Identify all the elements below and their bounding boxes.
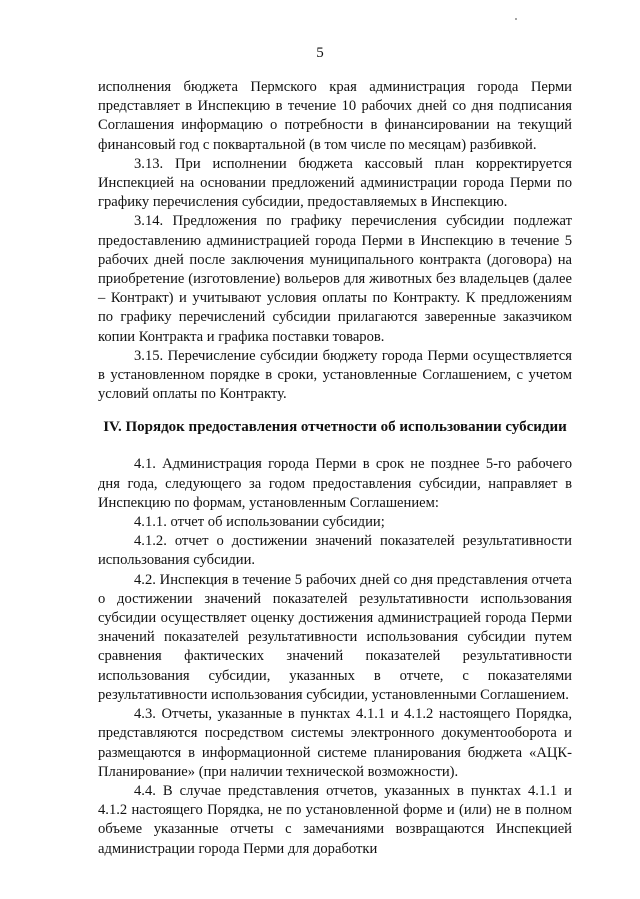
paragraph-3-13: 3.13. При исполнении бюджета кассовый план корректируется Инспекцией на основании предложений администрации города Перми по графику перечисления субсидии, предоставляемых в Инспекцию. — [98, 155, 572, 211]
paragraph-4-1: 4.1. Администрация города Перми в срок не позднее 5-го рабочего дня года, следующего за годом предоставления субсидии, направляет в Инспекцию по формам, установленным Соглашением: — [98, 456, 572, 511]
paragraph-4-4: 4.4. В случае представления отчетов, указанных в пунктах 4.1.1 и 4.1.2 настоящего Порядка, не по установленной форме и (или) не в полном объеме указанные отчеты с замечаниями возвращаются Инспекцией администрации города Перми для доработки — [98, 782, 572, 857]
paragraph-continuation: исполнения бюджета Пермского края администрация города Перми представляет в Инспекцию в течение 10 рабочих дней со дня подписания Соглашения информацию о потребности в финансировании на текущий финансовый год с поквартальной (в том числе по месяцам) разбивкой. — [98, 79, 572, 153]
page-number: 5 — [316, 45, 324, 61]
paragraph-4-1-2: 4.1.2. отчет о достижении значений показателей результативности использования субсидии. — [98, 533, 572, 569]
section-heading: IV. Порядок предоставления отчетности об использовании субсидии — [103, 419, 567, 436]
paragraph-4-2: 4.2. Инспекция в течение 5 рабочих дней со дня представления отчета о достижении значений показателей результативности использования субсидии осуществляет оценку достижения администрацией города Перми значений показателей результативности использования субсидии путем сравнения фактических значений показателей результативности использования субсидии, указанных в отчете, с показателями результативности использования субсидии, установленными Соглашением. — [98, 571, 572, 703]
paragraph-3-15: 3.15. Перечисление субсидии бюджету города Перми осуществляется в установленном порядке в сроки, установленные Соглашением, с учетом условий оплаты по Контракту. — [98, 347, 572, 403]
scan-speck — [515, 18, 517, 20]
paragraph-4-1-1: 4.1.1. отчет об использовании субсидии; — [134, 514, 385, 531]
document-body — [98, 78, 572, 859]
paragraph-3-14: 3.14. Предложения по графику перечисления субсидии подлежат предоставлению администрацией города Перми в Инспекцию в течение 5 рабочих дней после заключения муниципального контракта (договора) на приобретение (изготовление) вольеров для животных без владельцев (далее – Контракт) и учитывают условия оплаты по Контракту. К предложениям по графику перечислений субсидии прилагаются заверенные заказчиком копии Контракта и графика поставки товаров. — [98, 213, 572, 345]
paragraph-4-3: 4.3. Отчеты, указанные в пунктах 4.1.1 и 4.1.2 настоящего Порядка, представляются посредством системы электронного документооборота и размещаются в информационной системе планирования бюджета «АЦК-Планирование» (при наличии технической возможности). — [98, 706, 572, 780]
